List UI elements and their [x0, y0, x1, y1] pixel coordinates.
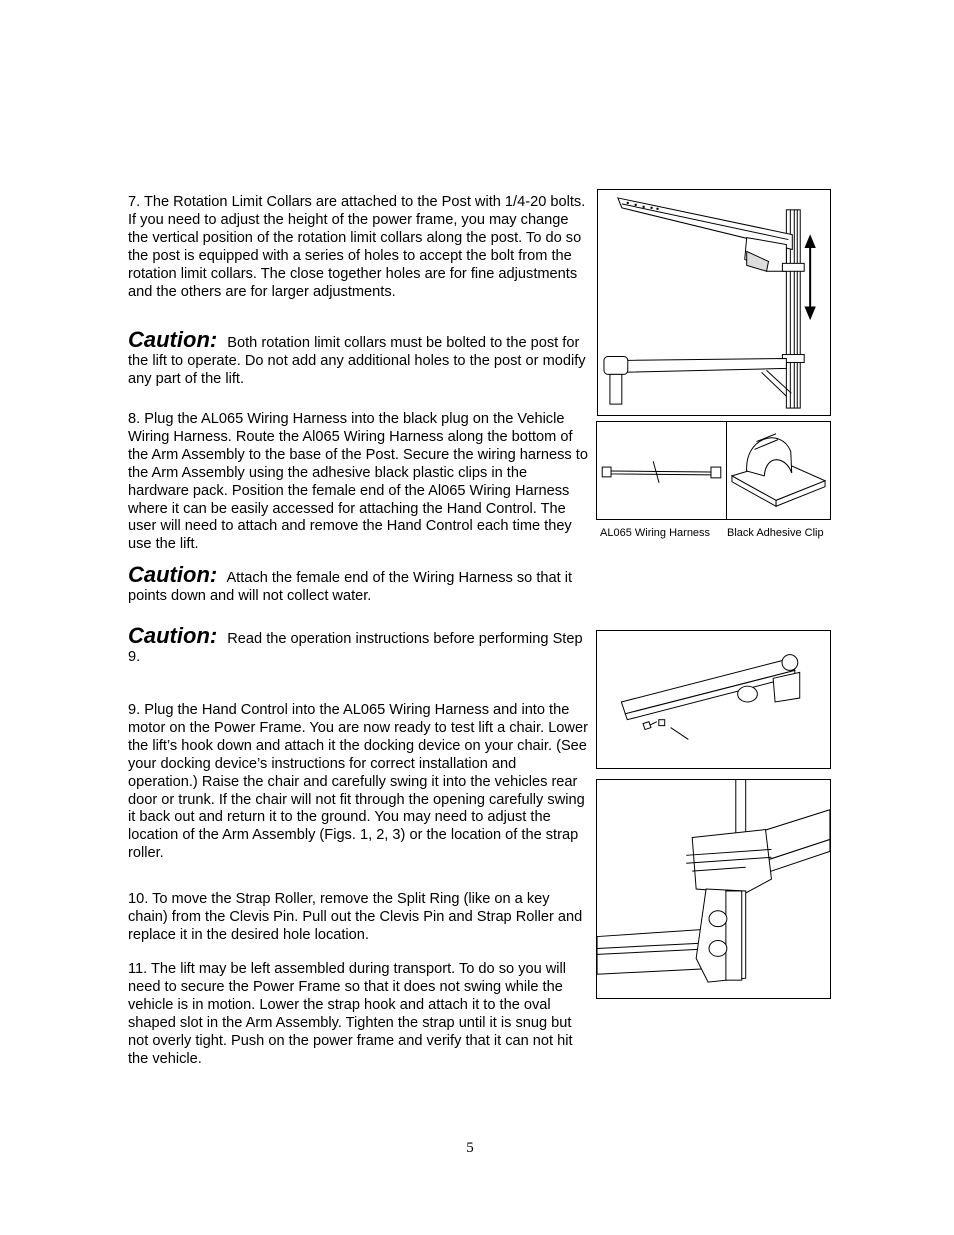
- arm-bolt-illustration: [597, 631, 830, 768]
- caution-3-label: Caution:: [128, 623, 218, 648]
- harness-caption: AL065 Wiring Harness: [600, 527, 711, 539]
- arm-bolt-figure: [596, 630, 831, 769]
- post-arm-illustration: [598, 190, 830, 415]
- adhesive-clip-illustration: [727, 422, 830, 519]
- caution-2: [128, 562, 588, 606]
- step-9-text: 9. Plug the Hand Control into the AL065 Wiring Harness and into the motor on the Power Frame. You are now ready to test lift a chair. Lower the lift’s hook down and attach it the docking device on your chair. (See your docking device’s instructions for correct installation and operation.) Raise the chair and carefully swing it into the vehicles rear door or trunk. If the chair will not fit through the opening carefully swing it back out and return it to the ground. You may need to adjust the location of the Arm Assembly (Figs. 1, 2, 3) or the location of the strap roller.: [128, 702, 588, 862]
- caution-1: [128, 327, 588, 389]
- caution-3: [128, 623, 588, 667]
- wiring-harness-illustration: [597, 422, 726, 519]
- strap-roller-figure: [596, 779, 831, 999]
- step-8-text: 8. Plug the AL065 Wiring Harness into the black plug on the Vehicle Wiring Harness. Route the Al065 Wiring Harness along the bottom of the Arm Assembly to the base of the Post. Secure the wiring harness to the Arm Assembly using the adhesive black plastic clips in the hardware pack. Position the female end of the Al065 Wiring Harness where it can be easily accessed for attaching the Hand Control. The user will need to attach and remove the Hand Control each time they use the lift.: [128, 411, 588, 553]
- step-7-text: 7. The Rotation Limit Collars are attached to the Post with 1/4-20 bolts. If you need to adjust the height of the power frame, you may change the vertical position of the rotation limit collars along the post. To do so the post is equipped with a series of holes to accept the bolt from the rotation limit collars. The close together holes are for fine adjustments and the others are for larger adjustments.: [128, 194, 586, 300]
- post-arm-figure: [597, 189, 831, 416]
- caution-3-text: Read the operation instructions before performing Step 9.: [128, 631, 583, 665]
- clip-caption: Black Adhesive Clip: [727, 527, 824, 539]
- caution-1-label: Caution:: [128, 327, 218, 352]
- caution-2-label: Caution:: [128, 562, 218, 587]
- caution-1-text: Both rotation limit collars must be bolted to the post for the lift to operate. Do not add any additional holes to the post or modify any part of the lift.: [128, 335, 586, 387]
- step-11-text: 11. The lift may be left assembled during transport. To do so you will need to secure the Power Frame so that it does not swing while the vehicle is in motion. Lower the strap hook and attach it to the oval shaped slot in the Arm Assembly. Tighten the strap until it is snug but not overly tight. Push on the power frame and verify that it can not hit the vehicle.: [128, 961, 573, 1067]
- caution-2-text: Attach the female end of the Wiring Harness so that it points down and will not collect water.: [128, 570, 573, 604]
- step-10-text: 10. To move the Strap Roller, remove the Split Ring (like on a key chain) from the Clevis Pin. Pull out the Clevis Pin and Strap Roller and replace it in the desired hole location.: [128, 891, 583, 943]
- wiring-harness-figure: [596, 421, 727, 520]
- page-number: 5: [466, 1140, 474, 1156]
- strap-roller-illustration: [597, 780, 830, 998]
- adhesive-clip-figure: [726, 421, 831, 520]
